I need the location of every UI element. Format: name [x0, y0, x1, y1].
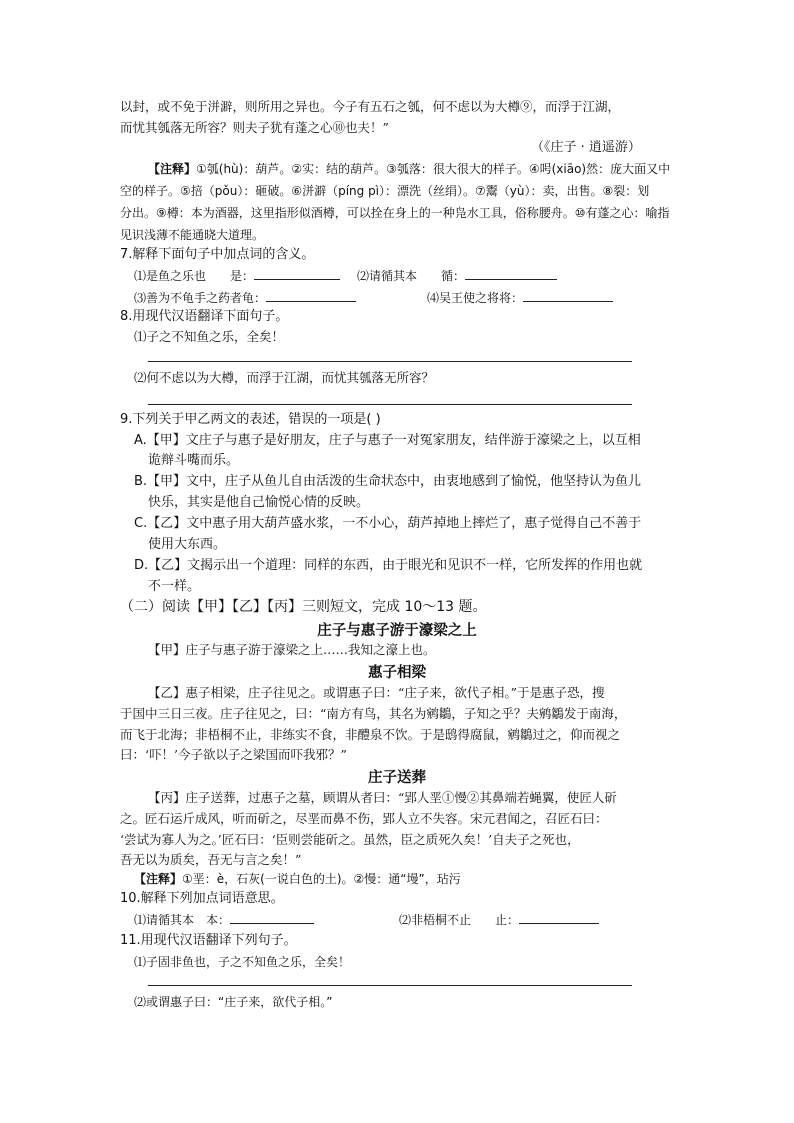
q9-option-b-cont: 快乐，其实是他自己愉悦心情的反映。 [148, 495, 370, 510]
notes-line [148, 160, 670, 178]
q10-item-2 [399, 910, 599, 929]
q7-item-3 [134, 288, 356, 307]
q10-item-1 [134, 910, 314, 929]
passage-yi-line: 【乙】惠子相梁，庄子往见之。或谓惠子曰：“庄子来，欲代子相。”于是惠子恐，搜 [148, 685, 605, 700]
q9-option-a-cont: 诡辩斗嘴而乐。 [148, 453, 240, 468]
answer-line[interactable] [148, 985, 632, 986]
question-9-stem: 9.下列关于甲乙两文的表述，错误的一项是( ) [120, 412, 381, 427]
answer-line[interactable] [148, 361, 632, 362]
q9-option-b: B.【甲】文中，庄子从鱼儿自由活泼的生命状态中，由衷地感到了愉悦，他坚持认为鱼儿 [134, 474, 642, 489]
q10-item-1-text: ⑴请循其本 本： [134, 913, 231, 927]
answer-blank[interactable] [266, 288, 356, 302]
q8-sentence-1: ⑴子之不知鱼之乐，全矣！ [134, 329, 285, 344]
answer-blank[interactable] [519, 910, 599, 924]
passage-line: 以封，或不免于洴澼，则所用之异也。今子有五石之瓠，何不虑以为大樽⑨，而浮于江湖， [120, 99, 621, 114]
q9-option-d-cont: 不一样。 [148, 579, 201, 594]
passage-yi-line: 曰：‘吓！’今子欲以子之梁国而吓我邪？” [120, 747, 347, 762]
q7-item-1-text: ⑴是鱼之乐也 是： [134, 269, 255, 283]
passage-bing-line: 【丙】庄子送葬，过惠子之墓，顾谓从者曰：“郢人垩①慢②其鼻端若蝇翼，使匠人斫 [148, 790, 617, 805]
passage-title-yi: 惠子相梁 [368, 665, 426, 681]
q7-item-4 [427, 288, 613, 307]
q7-item-2-text: ⑵请循其本 循： [357, 269, 466, 283]
answer-blank[interactable] [465, 266, 557, 280]
q9-option-c-cont: 使用大东西。 [148, 537, 227, 552]
question-7-stem: 7.解释下面句子中加点词的含义。 [120, 247, 315, 262]
notes-line: 分出。⑨樽：本为酒器，这里指形似酒樽，可以拴在身上的一种凫水工具，俗称腰舟。⑩有蓬之心：喻指 [120, 206, 670, 220]
passage-bing-line: ‘尝试为寡人为之。’匠石曰：‘臣则尝能斫之。虽然，臣之质死久矣！’自夫子之死也， [120, 832, 580, 847]
q7-item-3-text: ⑶善为不龟手之药者龟： [134, 291, 267, 305]
passage-yi-line: 而飞于北海；非梧桐不止，非练实不食，非醴泉不饮。于是鸱得腐鼠，鹓鶵过之，仰而视之 [120, 727, 621, 742]
q11-sentence-1: ⑴子固非鱼也，子之不知鱼之乐，全矣！ [134, 955, 351, 969]
q9-option-a: A.【甲】文庄子与惠子是好朋友，庄子与惠子一对冤家朋友，结伴游于濠梁之上，以互相 [134, 433, 641, 448]
answer-blank[interactable] [254, 266, 340, 280]
notes-line: 见识浅薄不能通晓大道理。 [120, 228, 265, 242]
q11-sentence-2: ⑵或谓惠子曰：“庄子来，欲代子相。” [134, 995, 333, 1009]
q9-option-d: D.【乙】文揭示出一个道理：同样的东西，由于眼光和见识不一样，它所发挥的作用也就 [134, 558, 643, 573]
passage-title-bing: 庄子送葬 [368, 770, 426, 786]
passage-yi-line: 于国中三日三夜。庄子往见之，曰：“南方有鸟，其名为鹓鶵，子知之乎？夫鹓鶵发于南海， [120, 706, 627, 721]
answer-line[interactable] [148, 404, 632, 405]
passage-jia-line: 【甲】庄子与惠子游于濠梁之上……我知之濠上也。 [148, 642, 436, 657]
q9-option-c: C.【乙】文中惠子用大葫芦盛水浆，一不小心，葫芦掉地上摔烂了，惠子觉得自己不善于 [134, 516, 642, 531]
q7-item-1 [134, 266, 340, 285]
passage-bing-line: 之。匠石运斤成风，听而斫之，尽垩而鼻不伤，郢人立不失容。宋元君闻之，召匠石曰： [120, 811, 608, 826]
passage-title-jia: 庄子与惠子游于濠梁之上 [317, 623, 477, 639]
passage-line: 而忧其瓠落无所容？则夫子犹有蓬之心⑩也夫！” [120, 120, 389, 135]
q8-sentence-2: ⑵何不虑以为大樽，而浮于江湖，而忧其瓠落无所容？ [134, 370, 435, 385]
answer-blank[interactable] [523, 288, 613, 302]
notes-line [134, 870, 461, 888]
notes-text: ①垩：è，石灰(一说白色的土)。②慢：通“墁”，玷污 [182, 872, 461, 886]
answer-blank[interactable] [230, 910, 314, 924]
question-10-stem: 10.解释下列加点词语意思。 [120, 891, 284, 906]
section-heading: （二）阅读【甲】【乙】【丙】三则短文，完成 10～13 题。 [120, 599, 487, 615]
passage-bing-line: 吾无以为质矣，吾无与言之矣！” [120, 852, 302, 867]
notes-text: ①瓠(hù)：葫芦。②实：结的葫芦。③瓠落：很大很大的样子。④呺(xiāo)然：庞大面又中 [196, 162, 671, 176]
notes-label: 【注释】 [148, 162, 197, 176]
question-8-stem: 8.用现代汉语翻译下面句子。 [120, 309, 289, 324]
q7-item-4-text: ⑷吴王使之将将： [427, 291, 524, 305]
passage-source: （《庄子 · 逍遥游） [531, 140, 641, 155]
notes-label: 【注释】 [134, 872, 183, 886]
q7-item-2 [357, 266, 557, 285]
q10-item-2-text: ⑵非梧桐不止 止： [399, 913, 520, 927]
question-11-stem: 11.用现代汉语翻译下列句子。 [120, 933, 297, 948]
notes-line: 空的样子。⑤掊（pǒu）：砸破。⑥洴澼（píng pì）：漂洗（丝绢）。⑦鬻（yù）：卖，出售。⑧裂：划 [120, 184, 650, 198]
